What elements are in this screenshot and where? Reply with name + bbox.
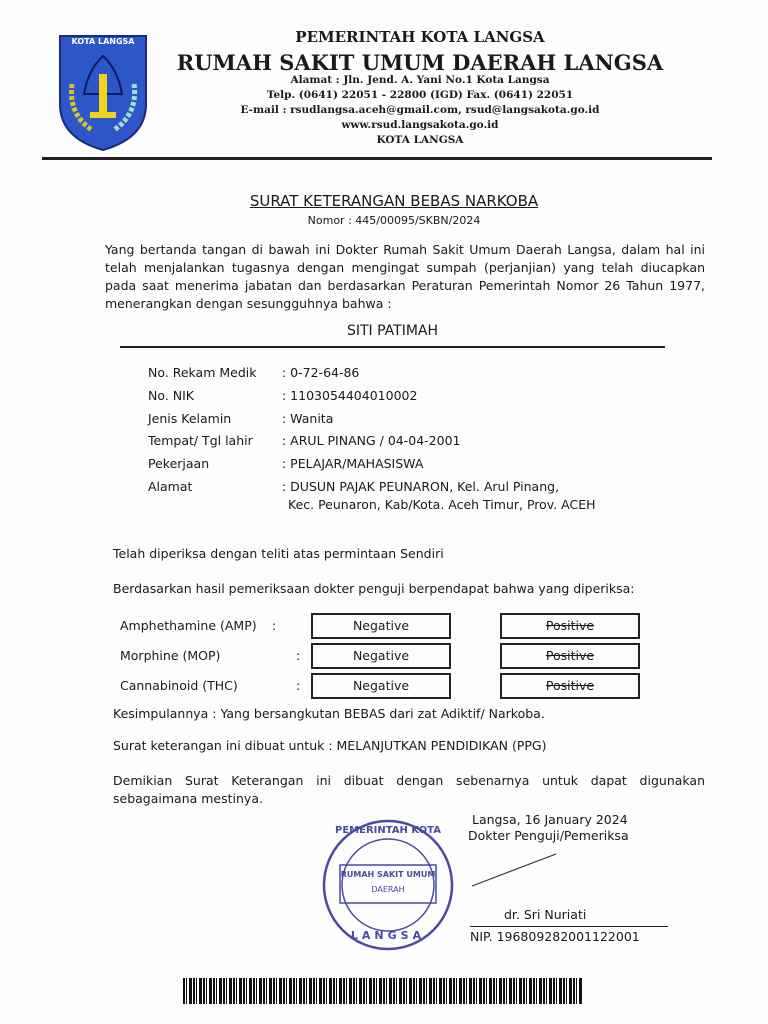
conclusion: Kesimpulannya : Yang bersangkutan BEBAS dari zat Adiktif/ Narkoba. [113, 706, 545, 721]
struck-result-box: Positive [500, 673, 640, 699]
test-name: Cannabinoid (THC) [120, 678, 238, 693]
signature-stroke [470, 850, 560, 890]
signature-line [470, 926, 668, 927]
city-logo [56, 34, 150, 152]
hospital-address: Alamat : Jln. Jend. A. Yani No.1 Kota Langsa [290, 74, 550, 86]
signatory-name: dr. Sri Nuriati [504, 907, 587, 922]
test-result-box: Negative [311, 613, 451, 639]
government-name: PEMERINTAH KOTA LANGSA [295, 28, 545, 46]
stamp-text-middle2: DAERAH [371, 885, 405, 894]
official-stamp [318, 815, 458, 955]
field-value: : DUSUN PAJAK PEUNARON, Kel. Arul Pinang, [282, 479, 560, 494]
field-value-continued: Kec. Peunaron, Kab/Kota. Aceh Timur, Prov. ACEH [288, 497, 596, 512]
closing-paragraph: Demikian Surat Keterangan ini dibuat dengan sebenarnya untuk dapat digunakan sebagaimana mestinya. [113, 773, 705, 806]
based-on-statement: Berdasarkan hasil pemeriksaan dokter penguji berpendapat bahwa yang diperiksa: [113, 581, 635, 596]
barcode [183, 978, 583, 1004]
field-label: No. Rekam Medik [148, 365, 257, 380]
field-value: : 0-72-64-86 [282, 365, 360, 380]
field-value: : ARUL PINANG / 04-04-2001 [282, 433, 461, 448]
intro-paragraph: Yang bertanda tangan di bawah ini Dokter Rumah Sakit Umum Daerah Langsa, dalam hal ini telah menjalankan tugasnya dengan mengingat sumpah (perjanjian) yang telah diucapkan pada saat menerima jabatan dan berdasarkan Peraturan Pemerintah Nomor 26 Tahun 1977, menerangkan dengan sesungguhnya bahwa : [105, 242, 705, 311]
stamp-text-top: PEMERINTAH KOTA [335, 825, 441, 836]
signature-place-date: Langsa, 16 January 2024 [472, 812, 628, 827]
hospital-email: E-mail : rsudlangsa.aceh@gmail.com, rsud@langsakota.go.id [240, 104, 600, 116]
hospital-city: KOTA LANGSA [376, 134, 464, 146]
field-value: : PELAJAR/MAHASISWA [282, 456, 424, 471]
field-label: No. NIK [148, 388, 194, 403]
test-name: Morphine (MOP) [120, 648, 221, 663]
test-result-box: Negative [311, 673, 451, 699]
document-title: SURAT KETERANGAN BEBAS NARKOBA [249, 192, 539, 210]
field-label: Tempat/ Tgl lahir [148, 433, 253, 448]
stamp-text-middle: RUMAH SAKIT UMUM [340, 870, 436, 879]
logo-text: KOTA LANGSA [71, 37, 135, 46]
document-number: Nomor : 445/00095/SKBN/2024 [307, 214, 481, 227]
examined-statement: Telah diperiksa dengan teliti atas permintaan Sendiri [113, 546, 444, 561]
hospital-name: RUMAH SAKIT UMUM DAERAH LANGSA [176, 50, 664, 75]
test-name: Amphethamine (AMP) [120, 618, 257, 633]
field-label: Pekerjaan [148, 456, 210, 471]
field-label: Jenis Kelamin [148, 411, 232, 426]
test-colon: : [272, 618, 277, 633]
hospital-website: www.rsud.langsakota.go.id [341, 119, 499, 131]
struck-result-box: Positive [500, 643, 640, 669]
test-result-box: Negative [311, 643, 451, 669]
header-divider [42, 157, 712, 160]
patient-name: SITI PATIMAH [346, 323, 439, 339]
test-colon: : [296, 678, 301, 693]
field-label: Alamat [148, 479, 193, 494]
signature-role: Dokter Penguji/Pemeriksa [468, 828, 629, 843]
field-value: : 1103054404010002 [282, 388, 418, 403]
field-value: : Wanita [282, 411, 334, 426]
stamp-text-bottom: LANGSA [350, 929, 426, 942]
signatory-nip: NIP. 196809282001122001 [470, 929, 640, 944]
name-underline [120, 346, 665, 348]
struck-result-box: Positive [500, 613, 640, 639]
hospital-phone: Telp. (0641) 22051 - 22800 (IGD) Fax. (0641) 22051 [266, 89, 574, 101]
purpose: Surat keterangan ini dibuat untuk : MELANJUTKAN PENDIDIKAN (PPG) [113, 738, 547, 753]
test-colon: : [296, 648, 301, 663]
